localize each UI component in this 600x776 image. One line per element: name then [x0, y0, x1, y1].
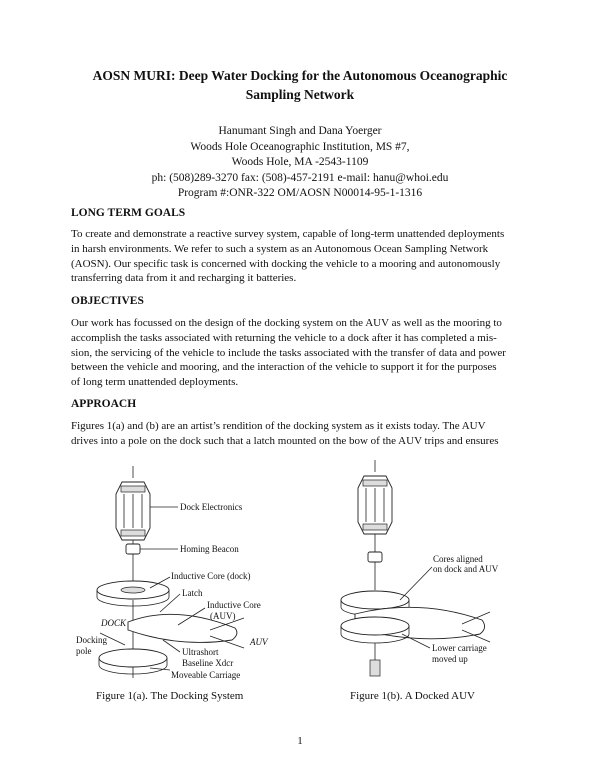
author-address: Woods Hole, MA -2543-1109	[231, 156, 369, 168]
housing-band	[121, 486, 145, 492]
housing-band	[363, 524, 387, 530]
label-cores-aligned-2: on dock and AUV	[433, 564, 499, 574]
author-names: Hanumant Singh and Dana Yoerger	[218, 125, 382, 137]
lower-carriage-disk	[99, 649, 167, 667]
author-contact: ph: (508)289-3270 fax: (508)-457-2191 e-mail: hanu@whoi.edu	[151, 171, 449, 184]
label-dock-electronics: Dock Electronics	[180, 502, 243, 512]
heading-objectives: OBJECTIVES	[71, 295, 144, 307]
homing-beacon	[126, 544, 140, 554]
author-affiliation: Woods Hole Oceanographic Institution, MS #7,	[190, 140, 410, 153]
housing-band	[121, 530, 145, 536]
label-inductive-core-auv-2: (AUV)	[210, 611, 236, 621]
leader-line	[160, 594, 180, 612]
label-ultrashort-2: Baseline Xdcr	[182, 658, 234, 668]
program-number: Program #:ONR-322 OM/AOSN N00014-95-1-1316	[177, 187, 423, 199]
text-line: Figures 1(a) and (b) are an artist’s rendition of the docking system as it exists today. The AUV	[71, 420, 486, 432]
homing-beacon	[368, 552, 382, 562]
label-dock: DOCK	[101, 618, 127, 628]
text-line: accomplish the tasks associated with returning the vehicle to a dock after it has completed a mis-	[71, 331, 497, 344]
label-moveable-carriage: Moveable Carriage	[171, 670, 241, 680]
label-latch: Latch	[182, 588, 203, 598]
caption-figure-1a: Figure 1(a). The Docking System	[96, 690, 244, 702]
leader-line	[150, 668, 170, 670]
inductive-core-dock	[121, 587, 145, 593]
page-number: 1	[297, 735, 303, 747]
title-line-2: Sampling Network	[245, 87, 355, 102]
label-lower-carriage-2: moved up	[432, 654, 468, 664]
title-line-1: AOSN MURI: Deep Water Docking for the Autonomous Oceanographic	[92, 68, 508, 83]
figure-1b-labels	[432, 554, 499, 664]
text-line: drives into a pole on the dock such that a latch mounted on the bow of the AUV trips and ensures	[71, 434, 499, 447]
text-line: in harsh environments. We refer to such a system as an Autonomous Ocean Sampling Network	[71, 242, 489, 255]
housing-band	[363, 480, 387, 486]
upper-dock-disk	[341, 591, 409, 609]
text-line: transferring data from it and recharging it batteries.	[71, 272, 297, 285]
text-line: sion, the servicing of the vehicle to include the tasks associated with the transfer of data and power	[71, 346, 506, 359]
lower-carriage-disk	[341, 617, 409, 635]
text-line: of long term unattended deployments.	[71, 376, 239, 389]
label-auv: AUV	[250, 637, 268, 647]
label-ultrashort-1: Ultrashort	[182, 647, 219, 657]
leader-line	[400, 567, 432, 600]
text-line: (AOSN). Our specific task is concerned with docking the vehicle to a mooring and autonomously	[71, 257, 501, 270]
label-docking-pole-1: Docking	[76, 635, 107, 645]
caption-figure-1b: Figure 1(b). A Docked AUV	[350, 690, 475, 702]
label-lower-carriage-1: Lower carriage	[432, 643, 487, 653]
leader-line	[163, 640, 180, 652]
text-line: between the vehicle and mooring, and the interaction of the vehicle to support it for the purposes	[71, 361, 497, 374]
pole-base	[370, 660, 380, 676]
heading-long-term-goals: LONG TERM GOALS	[71, 207, 186, 219]
label-docking-pole-2: pole	[76, 646, 92, 656]
text-line: To create and demonstrate a reactive survey system, capable of long-term unattended deployments	[71, 228, 505, 240]
text-line: Our work has focussed on the design of the docking system on the AUV as well as the mooring to	[71, 317, 502, 329]
label-inductive-core-dock: Inductive Core (dock)	[171, 571, 251, 581]
label-inductive-core-auv-1: Inductive Core	[207, 600, 261, 610]
heading-approach: APPROACH	[71, 398, 137, 410]
label-cores-aligned-1: Cores aligned	[433, 554, 483, 564]
label-homing-beacon: Homing Beacon	[180, 544, 239, 554]
